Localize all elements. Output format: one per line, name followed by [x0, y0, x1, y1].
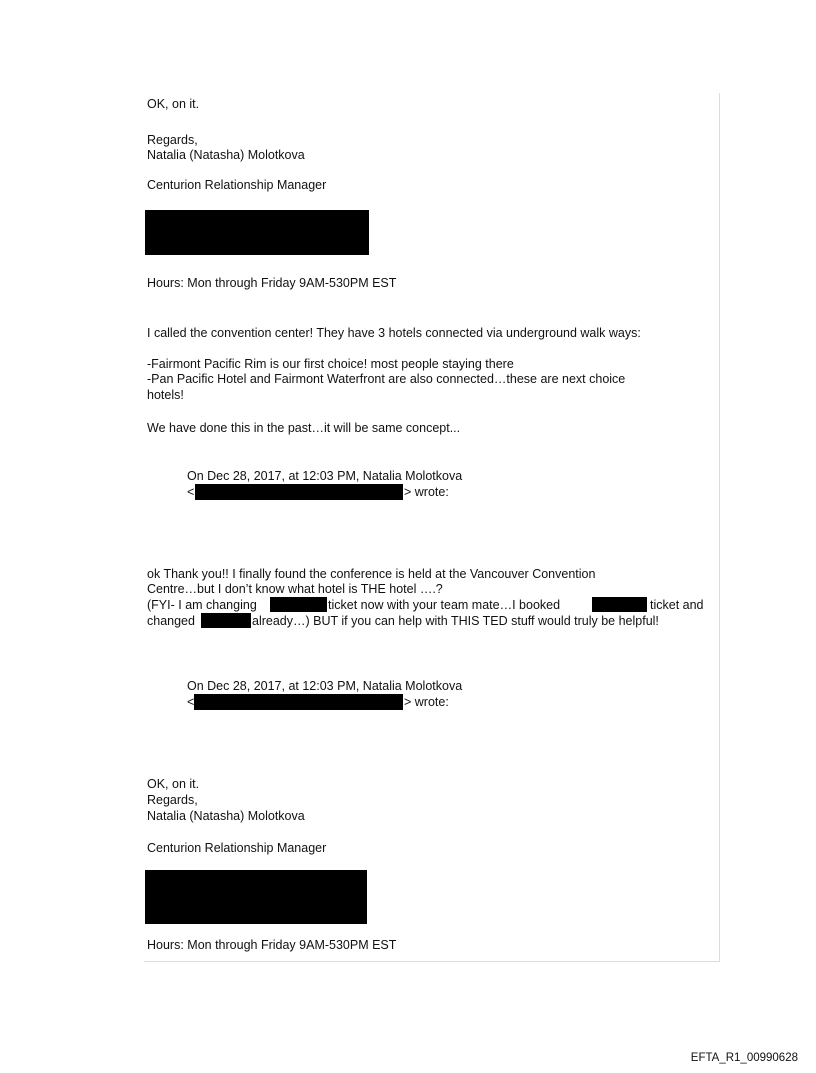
- body-line: already…) BUT if you can help with THIS TED stuff would truly be helpful!: [252, 614, 659, 628]
- quote-header: On Dec 28, 2017, at 12:03 PM, Natalia Molotkova: [187, 679, 463, 693]
- body-paragraph: We have done this in the past…it will be same concept...: [147, 421, 461, 435]
- sender-name: Natalia (Natasha) Molotkova: [147, 809, 305, 823]
- redaction-block: [201, 613, 251, 628]
- body-line: Centre…but I don’t know what hotel is THE hotel ….?: [147, 582, 443, 596]
- sender-title: Centurion Relationship Manager: [147, 178, 327, 192]
- body-line: -Fairmont Pacific Rim is our first choice! most people staying there: [147, 357, 514, 371]
- reply-text: OK, on it.: [147, 97, 200, 111]
- body-paragraph: I called the convention center! They have 3 hotels connected via underground walk ways:: [147, 326, 641, 340]
- regards-text: Regards,: [147, 793, 198, 807]
- document-id: EFTA_R1_00990628: [690, 1052, 798, 1064]
- regards-text: Regards,: [147, 133, 198, 147]
- body-line: ticket now with your team mate…I booked: [328, 598, 561, 612]
- quote-lt: <: [187, 695, 195, 709]
- body-line: hotels!: [147, 388, 184, 402]
- hours-text: Hours: Mon through Friday 9AM-530PM EST: [147, 276, 397, 290]
- sender-name: Natalia (Natasha) Molotkova: [147, 148, 305, 162]
- quote-wrote: > wrote:: [404, 485, 449, 499]
- reply-text: OK, on it.: [147, 777, 200, 791]
- hours-text: Hours: Mon through Friday 9AM-530PM EST: [147, 938, 397, 952]
- quote-wrote: > wrote:: [404, 695, 449, 709]
- body-line: (FYI- I am changing: [147, 598, 257, 612]
- redaction-block: [145, 210, 369, 255]
- redaction-block: [195, 484, 403, 500]
- redaction-block: [592, 597, 647, 612]
- redaction-block: [270, 597, 327, 612]
- body-line: changed: [147, 614, 195, 628]
- redaction-block: [145, 870, 367, 924]
- quote-lt: <: [187, 485, 195, 499]
- body-line: ok Thank you!! I finally found the conference is held at the Vancouver Convention: [147, 567, 596, 581]
- redaction-block: [194, 694, 403, 710]
- body-line: -Pan Pacific Hotel and Fairmont Waterfront are also connected…these are next choice: [147, 372, 626, 386]
- sender-title: Centurion Relationship Manager: [147, 841, 327, 855]
- quote-header: On Dec 28, 2017, at 12:03 PM, Natalia Molotkova: [187, 469, 463, 483]
- body-line: ticket and: [650, 598, 704, 612]
